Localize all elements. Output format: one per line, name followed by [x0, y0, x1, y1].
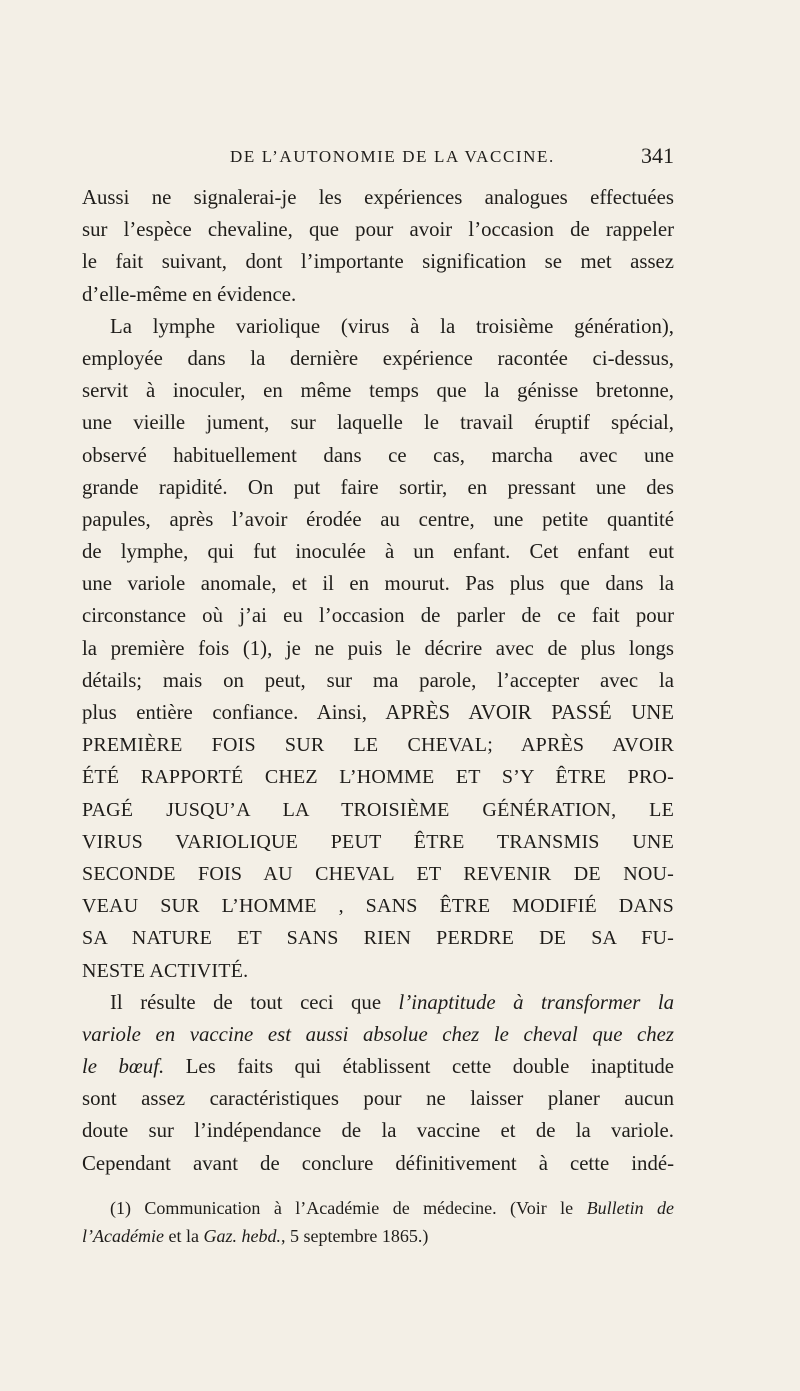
italic-run: variole en vaccine est aussi absolue chez le cheval que chez	[82, 1022, 674, 1046]
text-line: NESTE ACTIVITÉ.	[82, 959, 249, 982]
footnote-text: , 5 septembre 1865.)	[280, 1226, 429, 1246]
running-head: DE L’AUTONOMIE DE LA VACCINE.	[230, 147, 555, 166]
text-line: une variole anomale, et il en mourut. Pas plus que dans la	[82, 572, 674, 596]
text-line: une vieille jument, sur laquelle le travail éruptif spécial,	[82, 411, 674, 435]
text-line: VEAU SUR L’HOMME , SANS ÊTRE MODIFIÉ DANS	[82, 895, 674, 918]
footnote-text: (1) Communication à l’Académie de médecine. (Voir le	[110, 1198, 587, 1218]
text-line: PAGÉ JUSQU’A LA TROISIÈME GÉNÉRATION, LE	[82, 798, 674, 821]
text-line: SECONDE FOIS AU CHEVAL ET REVENIR DE NOU-	[82, 862, 674, 885]
text-line: circonstance où j’ai eu l’occasion de parler de ce fait pour	[82, 604, 674, 628]
text-line: observé habituellement dans ce cas, marcha avec une	[82, 443, 674, 467]
text-line: employée dans la dernière expérience racontée ci-dessus,	[82, 346, 674, 370]
text-run: Les faits qui établissent cette double inaptitude	[164, 1055, 674, 1079]
text-line: Cependant avant de conclure définitivement à cette indé-	[82, 1151, 674, 1175]
text-line: plus entière confiance. Ainsi, APRÈS AVOIR PASSÉ UNE	[82, 701, 674, 724]
text-line: la première fois (1), je ne puis le décrire avec de plus longs	[82, 636, 674, 660]
text-line: le fait suivant, dont l’importante signification se met assez	[82, 250, 674, 274]
footnote-line	[82, 1222, 674, 1250]
footnote-italic: l’Académie	[82, 1226, 164, 1246]
footnote-italic: Bulletin de	[586, 1198, 674, 1218]
text-line	[82, 987, 674, 1019]
text-line: papules, après l’avoir érodée au centre, une petite quantité	[82, 507, 674, 531]
italic-run: l’inaptitude à transformer la	[398, 990, 674, 1014]
text-line: sur l’espèce chevaline, que pour avoir l’occasion de rappeler	[82, 218, 674, 242]
footnote-italic: Gaz. hebd.	[203, 1226, 281, 1246]
text-line: sont assez caractéristiques pour ne laisser planer aucun	[82, 1087, 674, 1111]
footnote-text: et la	[163, 1226, 204, 1246]
text-line: Aussi ne signalerai-je les expériences analogues effectuées	[82, 186, 674, 209]
footnote-line	[82, 1194, 674, 1222]
text-line: servit à inoculer, en même temps que la génisse bretonne,	[82, 379, 674, 403]
text-line: doute sur l’indépendance de la vaccine et de la variole.	[82, 1119, 674, 1143]
text-line: PREMIÈRE FOIS SUR LE CHEVAL; APRÈS AVOIR	[82, 734, 674, 757]
text-line: détails; mais on peut, sur ma parole, l’accepter avec la	[82, 668, 674, 692]
text-line	[82, 1051, 674, 1083]
text-run: Il résulte de tout ceci que	[110, 990, 399, 1014]
page-header	[82, 143, 674, 173]
text-line: La lymphe variolique (virus à la troisième génération),	[110, 314, 674, 338]
text-line: VIRUS VARIOLIQUE PEUT ÊTRE TRANSMIS UNE	[82, 830, 674, 853]
body-text	[82, 182, 674, 1180]
text-line: ÉTÉ RAPPORTÉ CHEZ L’HOMME ET S’Y ÊTRE PRO-	[82, 766, 674, 789]
page-number: 341	[641, 143, 674, 168]
text-line: de lymphe, qui fut inoculée à un enfant. Cet enfant eut	[82, 540, 674, 564]
text-line: d’elle-même en évidence.	[82, 282, 297, 306]
text-line	[82, 1019, 674, 1051]
italic-run: le bœuf.	[82, 1055, 165, 1079]
text-line: grande rapidité. On put faire sortir, en pressant une des	[82, 475, 674, 499]
footnote	[82, 1194, 674, 1250]
text-line: SA NATURE ET SANS RIEN PERDRE DE SA FU-	[82, 927, 674, 950]
